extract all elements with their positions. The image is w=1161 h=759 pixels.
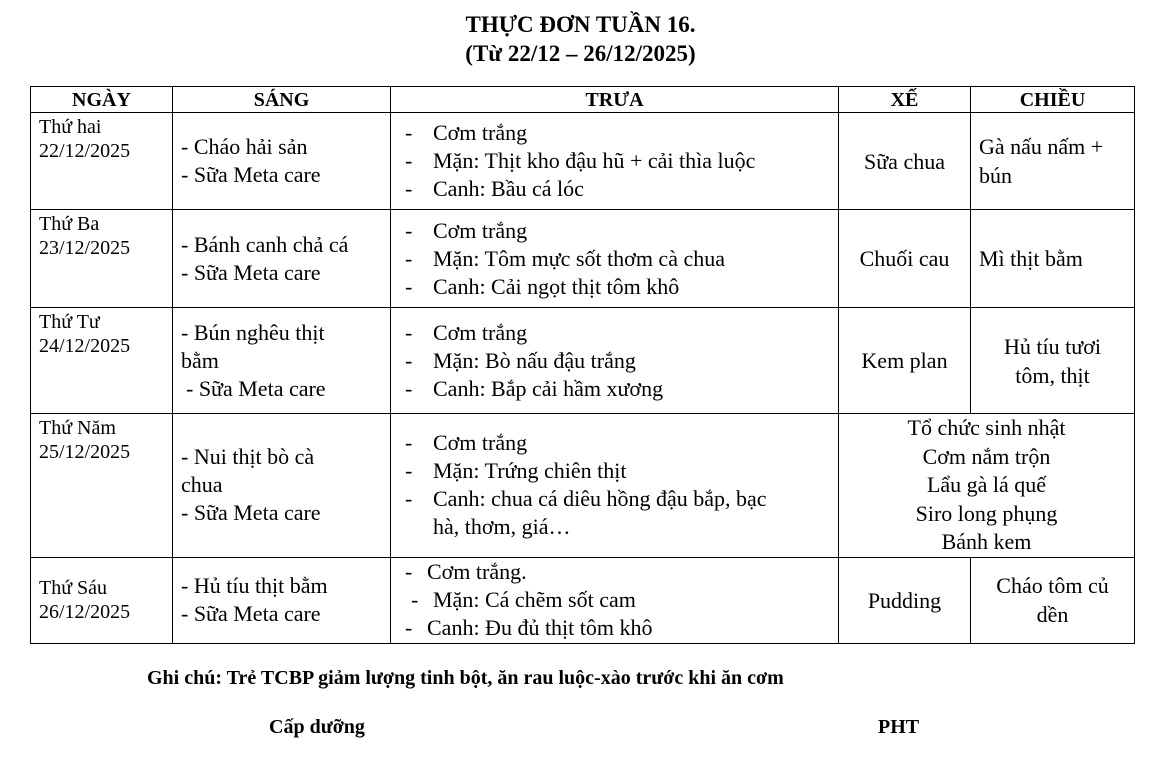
- bullet-dash: -: [405, 559, 413, 584]
- chieu-line: tôm, thịt: [1015, 362, 1090, 388]
- birthday-cell: [839, 414, 1135, 558]
- table-row: [31, 308, 1135, 414]
- trua-text: Cơm trắng: [433, 120, 528, 145]
- bullet-dash: -: [405, 120, 413, 145]
- merged-line: Lẩu gà lá quế: [926, 472, 1047, 497]
- trua-text: Mặn: Trứng chiên thịt: [433, 458, 627, 484]
- trua-item: [405, 614, 838, 642]
- header-sang: SÁNG: [173, 87, 391, 113]
- day-cell: [31, 414, 173, 558]
- sang-cell: [173, 308, 391, 414]
- bullet-dash: -: [405, 273, 413, 299]
- day-date: 25/12/2025: [39, 441, 131, 463]
- chieu-cell: [971, 557, 1135, 643]
- trua-text: Mặn: Cá chẽm sốt cam: [433, 587, 636, 612]
- header-ngay: NGÀY: [31, 87, 173, 113]
- bullet-dash: -: [405, 217, 413, 243]
- signature-cook: Cấp dưỡng: [269, 716, 365, 738]
- trua-item: [405, 513, 838, 541]
- trua-item: [405, 319, 838, 347]
- bullet-dash: -: [405, 319, 413, 345]
- trua-text: Mặn: Thịt kho đậu hũ + cải thìa luộc: [433, 148, 756, 173]
- trua-text: Cơm trắng: [433, 217, 528, 243]
- sang-cell: [173, 210, 391, 308]
- day-name: Thứ Sáu: [39, 577, 108, 599]
- day-date: 22/12/2025: [39, 140, 131, 162]
- sang-item: - Nui thịt bò cà: [181, 444, 315, 470]
- bullet-dash: -: [405, 148, 413, 173]
- page-title: THỰC ĐƠN TUẦN 16.: [465, 12, 696, 37]
- xe-cell: Kem plan: [839, 308, 971, 414]
- trua-item: [405, 175, 838, 203]
- trua-text: Cơm trắng: [433, 430, 528, 456]
- trua-item: [405, 375, 838, 403]
- trua-text: Canh: Cải ngọt thịt tôm khô: [433, 273, 680, 299]
- chieu-line: Mì thịt bằm: [979, 246, 1083, 271]
- trua-item: [405, 347, 838, 375]
- trua-text: Canh: Đu đủ thịt tôm khô: [427, 615, 653, 640]
- trua-cell: [391, 113, 839, 210]
- sang-item: - Hủ tíu thịt bằm: [181, 573, 328, 598]
- header-xe: XẾ: [839, 87, 971, 113]
- sang-cell: [173, 557, 391, 643]
- chieu-cell: [971, 210, 1135, 308]
- header-row: [31, 87, 1135, 113]
- sang-cell: [173, 414, 391, 558]
- menu-table: [30, 86, 1135, 644]
- trua-cell: [391, 414, 839, 558]
- day-cell: [31, 210, 173, 308]
- bullet-dash: -: [405, 430, 413, 456]
- chieu-cell: [971, 113, 1135, 210]
- bullet-dash: -: [405, 347, 413, 373]
- bullet-dash: -: [405, 458, 413, 484]
- trua-item: [405, 429, 838, 457]
- sang-item: - Sữa Meta care: [181, 500, 321, 526]
- sang-item: - Cháo hải sản: [181, 134, 308, 159]
- chieu-line: bún: [979, 163, 1012, 188]
- bullet-dash: -: [405, 486, 413, 512]
- sang-item: - Sữa Meta care: [181, 259, 321, 285]
- day-cell: [31, 557, 173, 643]
- chieu-line: Hủ tíu tươi: [1004, 333, 1101, 359]
- trua-text: Canh: Bầu cá lóc: [433, 176, 584, 201]
- chieu-line: Cháo tôm củ: [996, 573, 1109, 598]
- day-name: Thứ Ba: [39, 213, 100, 235]
- day-cell: [31, 308, 173, 414]
- trua-text: Cơm trắng: [433, 319, 528, 345]
- trua-item: [405, 147, 838, 175]
- xe-cell: Sữa chua: [839, 113, 971, 210]
- trua-text: Canh: chua cá diêu hồng đậu bắp, bạc: [433, 486, 767, 512]
- sang-item: - Bánh canh chả cá: [181, 231, 349, 257]
- trua-item: [405, 245, 838, 273]
- bullet-dash: [405, 513, 433, 541]
- trua-item: [405, 586, 838, 614]
- table-row: [31, 210, 1135, 308]
- date-range-subtitle: (Từ 22/12 – 26/12/2025): [465, 41, 696, 66]
- trua-item: [405, 273, 838, 301]
- sang-item: - Sữa Meta care: [186, 375, 326, 401]
- trua-item: [405, 217, 838, 245]
- sang-item: - Bún nghêu thịt: [181, 319, 325, 345]
- trua-item: [405, 119, 838, 147]
- trua-item: [405, 558, 838, 586]
- day-date: 23/12/2025: [39, 237, 131, 259]
- sang-item: bằm: [181, 347, 219, 373]
- xe-cell: Pudding: [839, 557, 971, 643]
- bullet-dash: -: [411, 587, 419, 612]
- sang-item: - Sữa Meta care: [181, 601, 321, 626]
- trua-item: [405, 457, 838, 485]
- sang-cell: [173, 113, 391, 210]
- table-row: [31, 414, 1135, 558]
- day-date: 24/12/2025: [39, 335, 131, 357]
- bullet-dash: -: [405, 615, 413, 640]
- day-name: Thứ Tư: [39, 311, 100, 333]
- bullet-dash: -: [405, 245, 413, 271]
- trua-cell: [391, 210, 839, 308]
- header-chieu: CHIỀU: [971, 87, 1135, 113]
- bullet-dash: -: [405, 176, 413, 201]
- merged-line: Cơm nắm trộn: [922, 443, 1051, 469]
- chieu-line: Gà nấu nấm +: [979, 134, 1104, 159]
- sang-item: - Sữa Meta care: [181, 162, 321, 187]
- table-row: [31, 113, 1135, 210]
- chieu-cell: [971, 308, 1135, 414]
- sang-item: chua: [181, 472, 223, 498]
- xe-cell: Chuối cau: [839, 210, 971, 308]
- signature-vice-principal: PHT: [878, 716, 920, 738]
- header-trua: TRƯA: [391, 87, 839, 113]
- trua-cell: [391, 308, 839, 414]
- day-name: Thứ Năm: [39, 417, 116, 439]
- day-cell: [31, 113, 173, 210]
- day-date: 26/12/2025: [39, 601, 131, 623]
- chieu-line: dền: [1036, 602, 1069, 627]
- merged-line: Siro long phụng: [915, 500, 1058, 526]
- trua-text: Cơm trắng.: [427, 559, 527, 584]
- trua-text: hà, thơm, giá…: [433, 514, 571, 540]
- bullet-dash: -: [405, 375, 413, 401]
- trua-text: Canh: Bắp cải hầm xương: [433, 375, 664, 401]
- merged-line: Tổ chức sinh nhật: [907, 415, 1066, 440]
- note-text: Ghi chú: Trẻ TCBP giảm lượng tinh bột, ăn rau luộc-xào trước khi ăn cơm: [147, 667, 784, 689]
- trua-cell: [391, 557, 839, 643]
- trua-text: Mặn: Tôm mực sốt thơm cà chua: [433, 245, 725, 271]
- trua-text: Mặn: Bò nấu đậu trắng: [433, 347, 636, 373]
- table-row: [31, 557, 1135, 643]
- trua-item: [405, 485, 838, 513]
- day-name: Thứ hai: [39, 116, 102, 138]
- merged-line: Bánh kem: [941, 529, 1032, 554]
